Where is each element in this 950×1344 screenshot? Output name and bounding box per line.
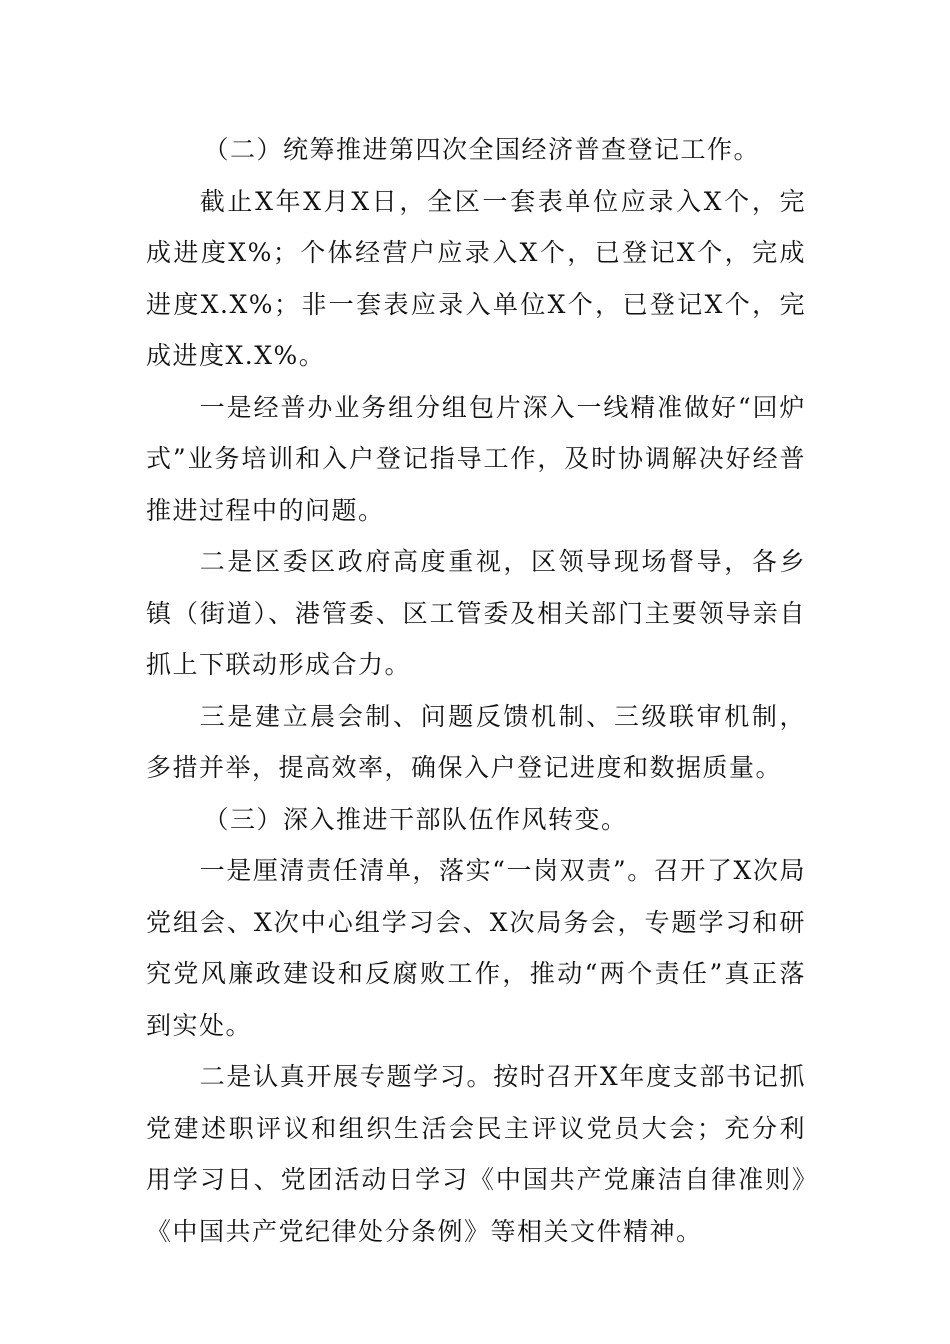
paragraph-census-progress: 截止X年X月X日，全区一套表单位应录入X个，完成进度X%；个体经营户应录入X个，已登记X个，完成进度X.X%；非一套表应录入单位X个，已登记X个，完成进度X.X%。 <box>146 186 806 370</box>
paragraph-leadership: 二是区委区政府高度重视，区领导现场督导，各乡镇（街道）、港管委、区工管委及相关部门主要领导亲自抓上下联动形成合力。 <box>146 547 806 679</box>
paragraph-study: 二是认真开展专题学习。按时召开X年度支部书记抓党建述职评议和组织生活会民主评议党员大会；充分利用学习日、党团活动日学习《中国共产党廉洁自律准则》《中国共产党纪律处分条例》等相关文件精神。 <box>146 1062 806 1246</box>
document-body <box>146 124 806 1257</box>
paragraph-training: 一是经普办业务组分组包片深入一线精准做好“回炉式”业务培训和入户登记指导工作，及时协调解决好经普推进过程中的问题。 <box>146 392 806 525</box>
paragraph-mechanisms: 三是建立晨会制、问题反馈机制、三级联审机制，多措并举，提高效率，确保入户登记进度和数据质量。 <box>146 701 806 782</box>
section-heading-3: （三）深入推进干部队伍作风转变。 <box>203 804 628 834</box>
section-heading-2: （二）统筹推进第四次全国经济普查登记工作。 <box>203 135 761 164</box>
paragraph-responsibility: 一是厘清责任清单，落实“一岗双责”。召开了X次局党组会、X次中心组学习会、X次局务会，专题学习和研究党风廉政建设和反腐败工作，推动“两个责任”真正落到实处。 <box>146 856 806 1040</box>
